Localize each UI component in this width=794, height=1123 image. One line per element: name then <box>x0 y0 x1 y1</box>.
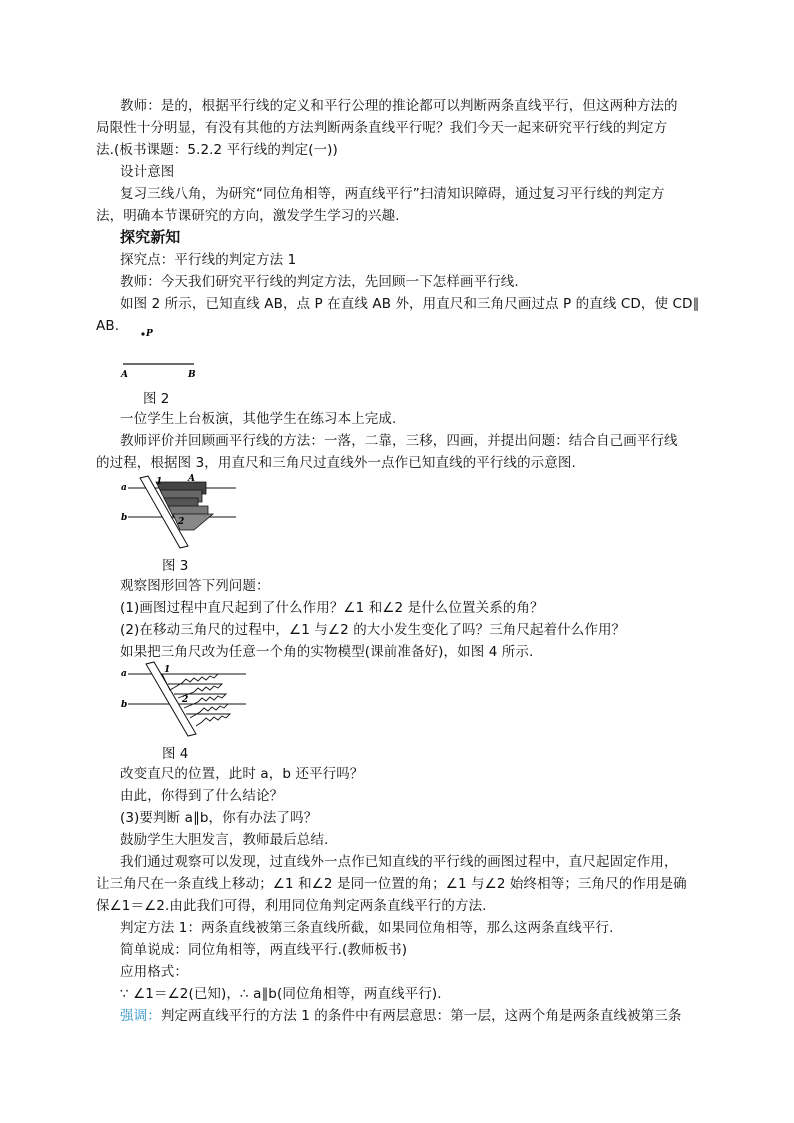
angle-2-label: 2 <box>178 517 185 527</box>
line-a-label: a <box>121 483 127 493</box>
figure-2-caption: 图 2 <box>143 391 170 407</box>
paragraph-line: 保∠1＝∠2.由此我们可得，利用同位角判定两条直线平行的方法. <box>96 898 487 914</box>
line-b-label: b <box>121 513 128 523</box>
line-a-label: a <box>121 669 127 679</box>
paragraph-line: 让三角尺在一条直线上移动；∠1 和∠2 是同一位置的角；∠1 与∠2 始终相等；三角尺的作用是确 <box>96 876 687 892</box>
paragraph-line: 我们通过观察可以发现，过直线外一点作已知直线的平行线的画图过程中，直尺起固定作用， <box>120 854 678 870</box>
format-label: 应用格式： <box>120 964 188 980</box>
paragraph-line: 一位学生上台板演，其他学生在练习本上完成. <box>120 411 397 427</box>
ruler-shape <box>146 662 196 736</box>
paragraph-line: AB. <box>96 318 120 334</box>
paragraph-line: 法，明确本节课研究的方向，激发学生学习的兴趣. <box>96 208 400 224</box>
paragraph-line: 教师：今天我们研究平行线的判定方法，先回顾一下怎样画平行线. <box>120 274 519 290</box>
question-2: (2)在移动三角尺的过程中，∠1 与∠2 的大小发生变化了吗？三角尺起着什么作用？ <box>120 622 626 638</box>
emphasis-line <box>120 1007 681 1025</box>
formula-line: ∵ ∠1＝∠2(已知)，∴ a∥b(同位角相等，两直线平行). <box>120 986 442 1002</box>
point-a-label: A <box>188 474 195 484</box>
short-statement: 简单说成：同位角相等，两直线平行.(教师板书) <box>120 942 408 958</box>
angle-1-label: 1 <box>156 477 163 487</box>
paragraph-line: 由此，你得到了什么结论？ <box>120 788 284 804</box>
paragraph-line: 如果把三角尺改为任意一个角的实物模型(课前准备好)，如图 4 所示. <box>120 644 534 660</box>
section-heading: 探究新知 <box>120 228 181 246</box>
point-p <box>141 332 144 335</box>
line-b-label: b <box>121 700 128 710</box>
emphasis-label: 强调： <box>120 1008 161 1024</box>
paragraph-line: 鼓励学生大胆发言，教师最后总结. <box>120 832 329 848</box>
paragraph-line: 局限性十分明显，有没有其他的方法判断两条直线平行呢？我们今天一起来研究平行线的判定方 <box>96 120 668 136</box>
figure-4 <box>118 660 253 738</box>
paragraph-line: 教师评价并回顾画平行线的方法：一落，二靠，三移，四画，并提出问题：结合自己画平行线 <box>120 433 678 449</box>
paragraph-line: 观察图形回答下列问题： <box>120 578 270 594</box>
question-3: (3)要判断 a∥b，你有办法了吗？ <box>120 810 318 826</box>
point-p-label: P <box>146 329 153 339</box>
question-1: (1)画图过程中直尺起到了什么作用？∠1 和∠2 是什么位置关系的角？ <box>120 600 544 616</box>
figure-3 <box>118 472 243 550</box>
angle-1-label: 1 <box>164 665 171 675</box>
paragraph-line: 改变直尺的位置，此时 a，b 还平行吗？ <box>120 766 364 782</box>
angle-2-label: 2 <box>182 695 189 705</box>
paragraph-line: 复习三线八角，为研究“同位角相等，两直线平行”扫清知识障碍，通过复习平行线的判定方 <box>120 186 665 202</box>
figure-3-caption: 图 3 <box>162 558 189 574</box>
paragraph-line: 法.(板书课题：5.2.2 平行线的判定(一)) <box>96 142 338 158</box>
point-a-label: A <box>121 370 128 380</box>
exploration-point: 探究点：平行线的判定方法 1 <box>120 252 297 268</box>
figure-4-caption: 图 4 <box>162 746 189 762</box>
paragraph-line: 教师：是的，根据平行线的定义和平行公理的推论都可以判断两条直线平行，但这两种方法的 <box>120 98 678 114</box>
point-b-label: B <box>188 370 196 380</box>
paragraph-line: 如图 2 所示，已知直线 AB，点 P 在直线 AB 外，用直尺和三角尺画过点 P 的直线 CD，使 CD∥ <box>120 296 700 312</box>
emphasis-text: 判定两直线平行的方法 1 的条件中有两层意思：第一层，这两个角是两条直线被第三条 <box>160 1008 682 1024</box>
design-intent-label: 设计意图 <box>120 164 175 180</box>
rule-statement: 判定方法 1：两条直线被第三条直线所截，如果同位角相等，那么这两条直线平行. <box>120 920 614 936</box>
paragraph-line: 的过程，根据图 3，用直尺和三角尺过直线外一点作已知直线的平行线的示意图. <box>96 455 576 471</box>
figure-2 <box>118 326 208 381</box>
